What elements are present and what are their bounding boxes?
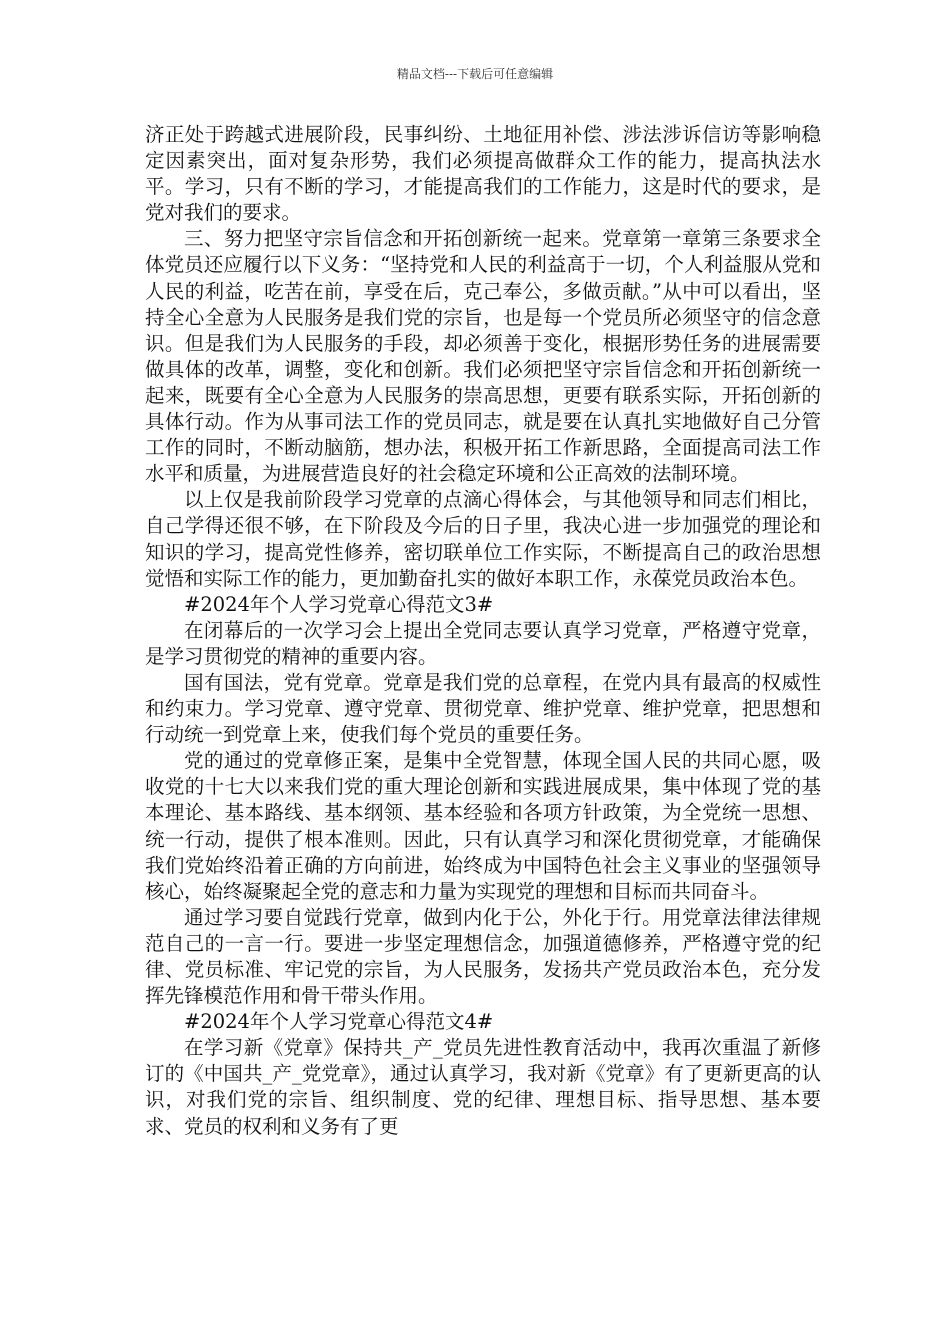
- document-body: [145, 122, 821, 1140]
- paragraph-1: 济正处于跨越式进展阶段，民事纠纷、土地征用补偿、涉法涉诉信访等影响稳定因素突出，面对复杂形势，我们必须提高做群众工作的能力，提高执法水平。学习，只有不断的学习，才能提高我们的工作能力，这是时代的要求，是党对我们的要求。: [145, 123, 821, 225]
- paragraph-3: 以上仅是我前阶段学习党章的点滴心得体会，与其他领导和同志们相比，自己学得还很不够，在下阶段及今后的日子里，我决心进一步加强党的理论和知识的学习，提高党性修养，密切联单位工作实际，不断提高自己的政治思想觉悟和实际工作的能力，更加勤奋扎实的做好本职工作，永葆党员政治本色。: [145, 488, 821, 590]
- paragraph-4: 在闭幕后的一次学习会上提出全党同志要认真学习党章，严格遵守党章，是学习贯彻党的精神的重要内容。: [145, 618, 821, 668]
- paragraph-8: 在学习新《党章》保持共_产_党员先进性教育活动中，我再次重温了新修订的《中国共_产_党党章》，通过认真学习，我对新《党章》有了更新更高的认识，对我们党的宗旨、组织制度、党的纪律、理想目标、指导思想、基本要求、党员的权利和义务有了更: [145, 1036, 821, 1138]
- paragraph-5: 国有国法，党有党章。党章是我们党的总章程，在党内具有最高的权威性和约束力。学习党章、遵守党章、贯彻党章、维护党章、维护党章，把思想和行动统一到党章上来，使我们每个党员的重要任务。: [145, 670, 821, 747]
- paragraph-7: 通过学习要自觉践行党章，做到内化于公，外化于行。用党章法律法律规范自己的一言一行。要进一步坚定理想信念，加强道德修养，严格遵守党的纪律、党员标准、牢记党的宗旨，为人民服务，发扬共产党员政治本色，充分发挥先锋模范作用和骨干带头作用。: [145, 905, 821, 1008]
- section-heading-4: #2024年个人学习党章心得范文4#: [184, 1010, 494, 1034]
- paragraph-2: 三、努力把坚守宗旨信念和开拓创新统一起来。党章第一章第三条要求全体党员还应履行以下义务：“坚持党和人民的利益高于一切，个人利益服从党和人民的利益，吃苦在前，享受在后，克己奉公，多做贡献。”从中可以看出，坚持全心全意为人民服务是我们党的宗旨，也是每一个党员所必须坚守的信念意识。但是我们为人民服务的手段，却必须善于变化，根据形势任务的进展需要做具体的改革，调整，变化和创新。我们必须把坚守宗旨信念和开拓创新统一起来，既要有全心全意为人民服务的崇高思想，更要有联系实际，开拓创新的具体行动。作为从事司法工作的党员同志，就是要在认真扎实地做好自己分管工作的同时，不断动脑筋，想办法，积极开拓工作新思路，全面提高司法工作水平和质量，为进展营造良好的社会稳定环境和公正高效的法制环境。: [145, 227, 821, 486]
- page-header: 精品文档---下载后可任意编辑: [396, 67, 554, 81]
- paragraph-6: 党的通过的党章修正案，是集中全党智慧，体现全国人民的共同心愿，吸收党的十七大以来我们党的重大理论创新和实践进展成果，集中体现了党的基本理论、基本路线、基本纲领、基本经验和各项方针政策，为全党统一思想、统一行动，提供了根本准则。因此，只有认真学习和深化贯彻党章，才能确保我们党始终沿着正确的方向前进，始终成为中国特色社会主义事业的坚强领导核心，始终凝聚起全党的意志和力量为实现党的理想和目标而共同奋斗。: [145, 749, 821, 903]
- section-heading-3: #2024年个人学习党章心得范文3#: [184, 592, 494, 616]
